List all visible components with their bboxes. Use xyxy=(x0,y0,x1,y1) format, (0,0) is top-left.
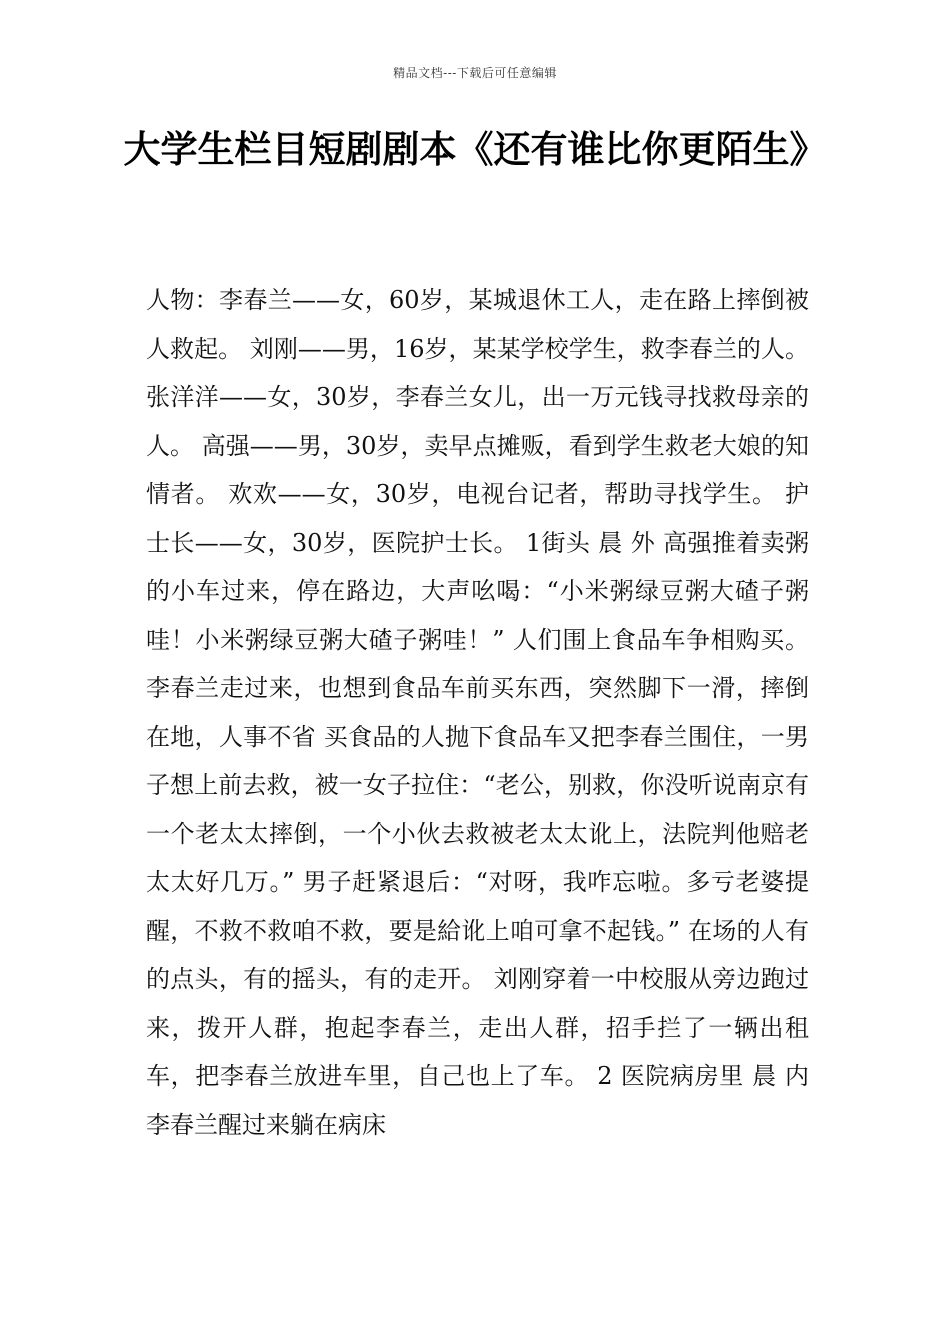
header-note: 精品文档---下载后可任意编辑 xyxy=(393,66,557,80)
document-body: 人物：李春兰——女，60岁，某城退休工人，走在路上摔倒被人救起。 刘刚——男，16岁，某某学校学生，救李春兰的人。 张洋洋——女，30岁，李春兰女儿，出一万元钱寻找救母亲的人。 高强——男，30岁，卖早点摊贩，看到学生救老大娘的知情者。 欢欢——女，30岁，电视台记者，帮助寻找学生。 护士长——女，30岁，医院护士长。 1街头 晨 外 高强推着卖粥的小车过来，停在路边，大声吆喝：“小米粥绿豆粥大碴子粥哇！小米粥绿豆粥大碴子粥哇！” 人们围上食品车争相购买。 李春兰走过来，也想到食品车前买东西，突然脚下一滑，摔倒在地，人事不省 买食品的人抛下食品车又把李春兰围住，一男子想上前去救，被一女子拉住：“老公，别救，你没听说南京有一个老太太摔倒，一个小伙去救被老太太讹上，法院判他赔老太太好几万。” 男子赶紧退后：“对呀，我咋忘啦。多亏老婆提醒，不救不救咱不救，要是給讹上咱可拿不起钱。” 在场的人有的点头，有的摇头，有的走开。 刘刚穿着一中校服从旁边跑过来，拨开人群，抱起李春兰，走出人群，招手拦了一辆出租车，把李春兰放进车里，自己也上了车。 2 医院病房里 晨 内 李春兰醒过来躺在病床 xyxy=(146,286,809,1139)
document-title: 大学生栏目短剧剧本《还有谁比你更陌生》 xyxy=(123,128,827,171)
